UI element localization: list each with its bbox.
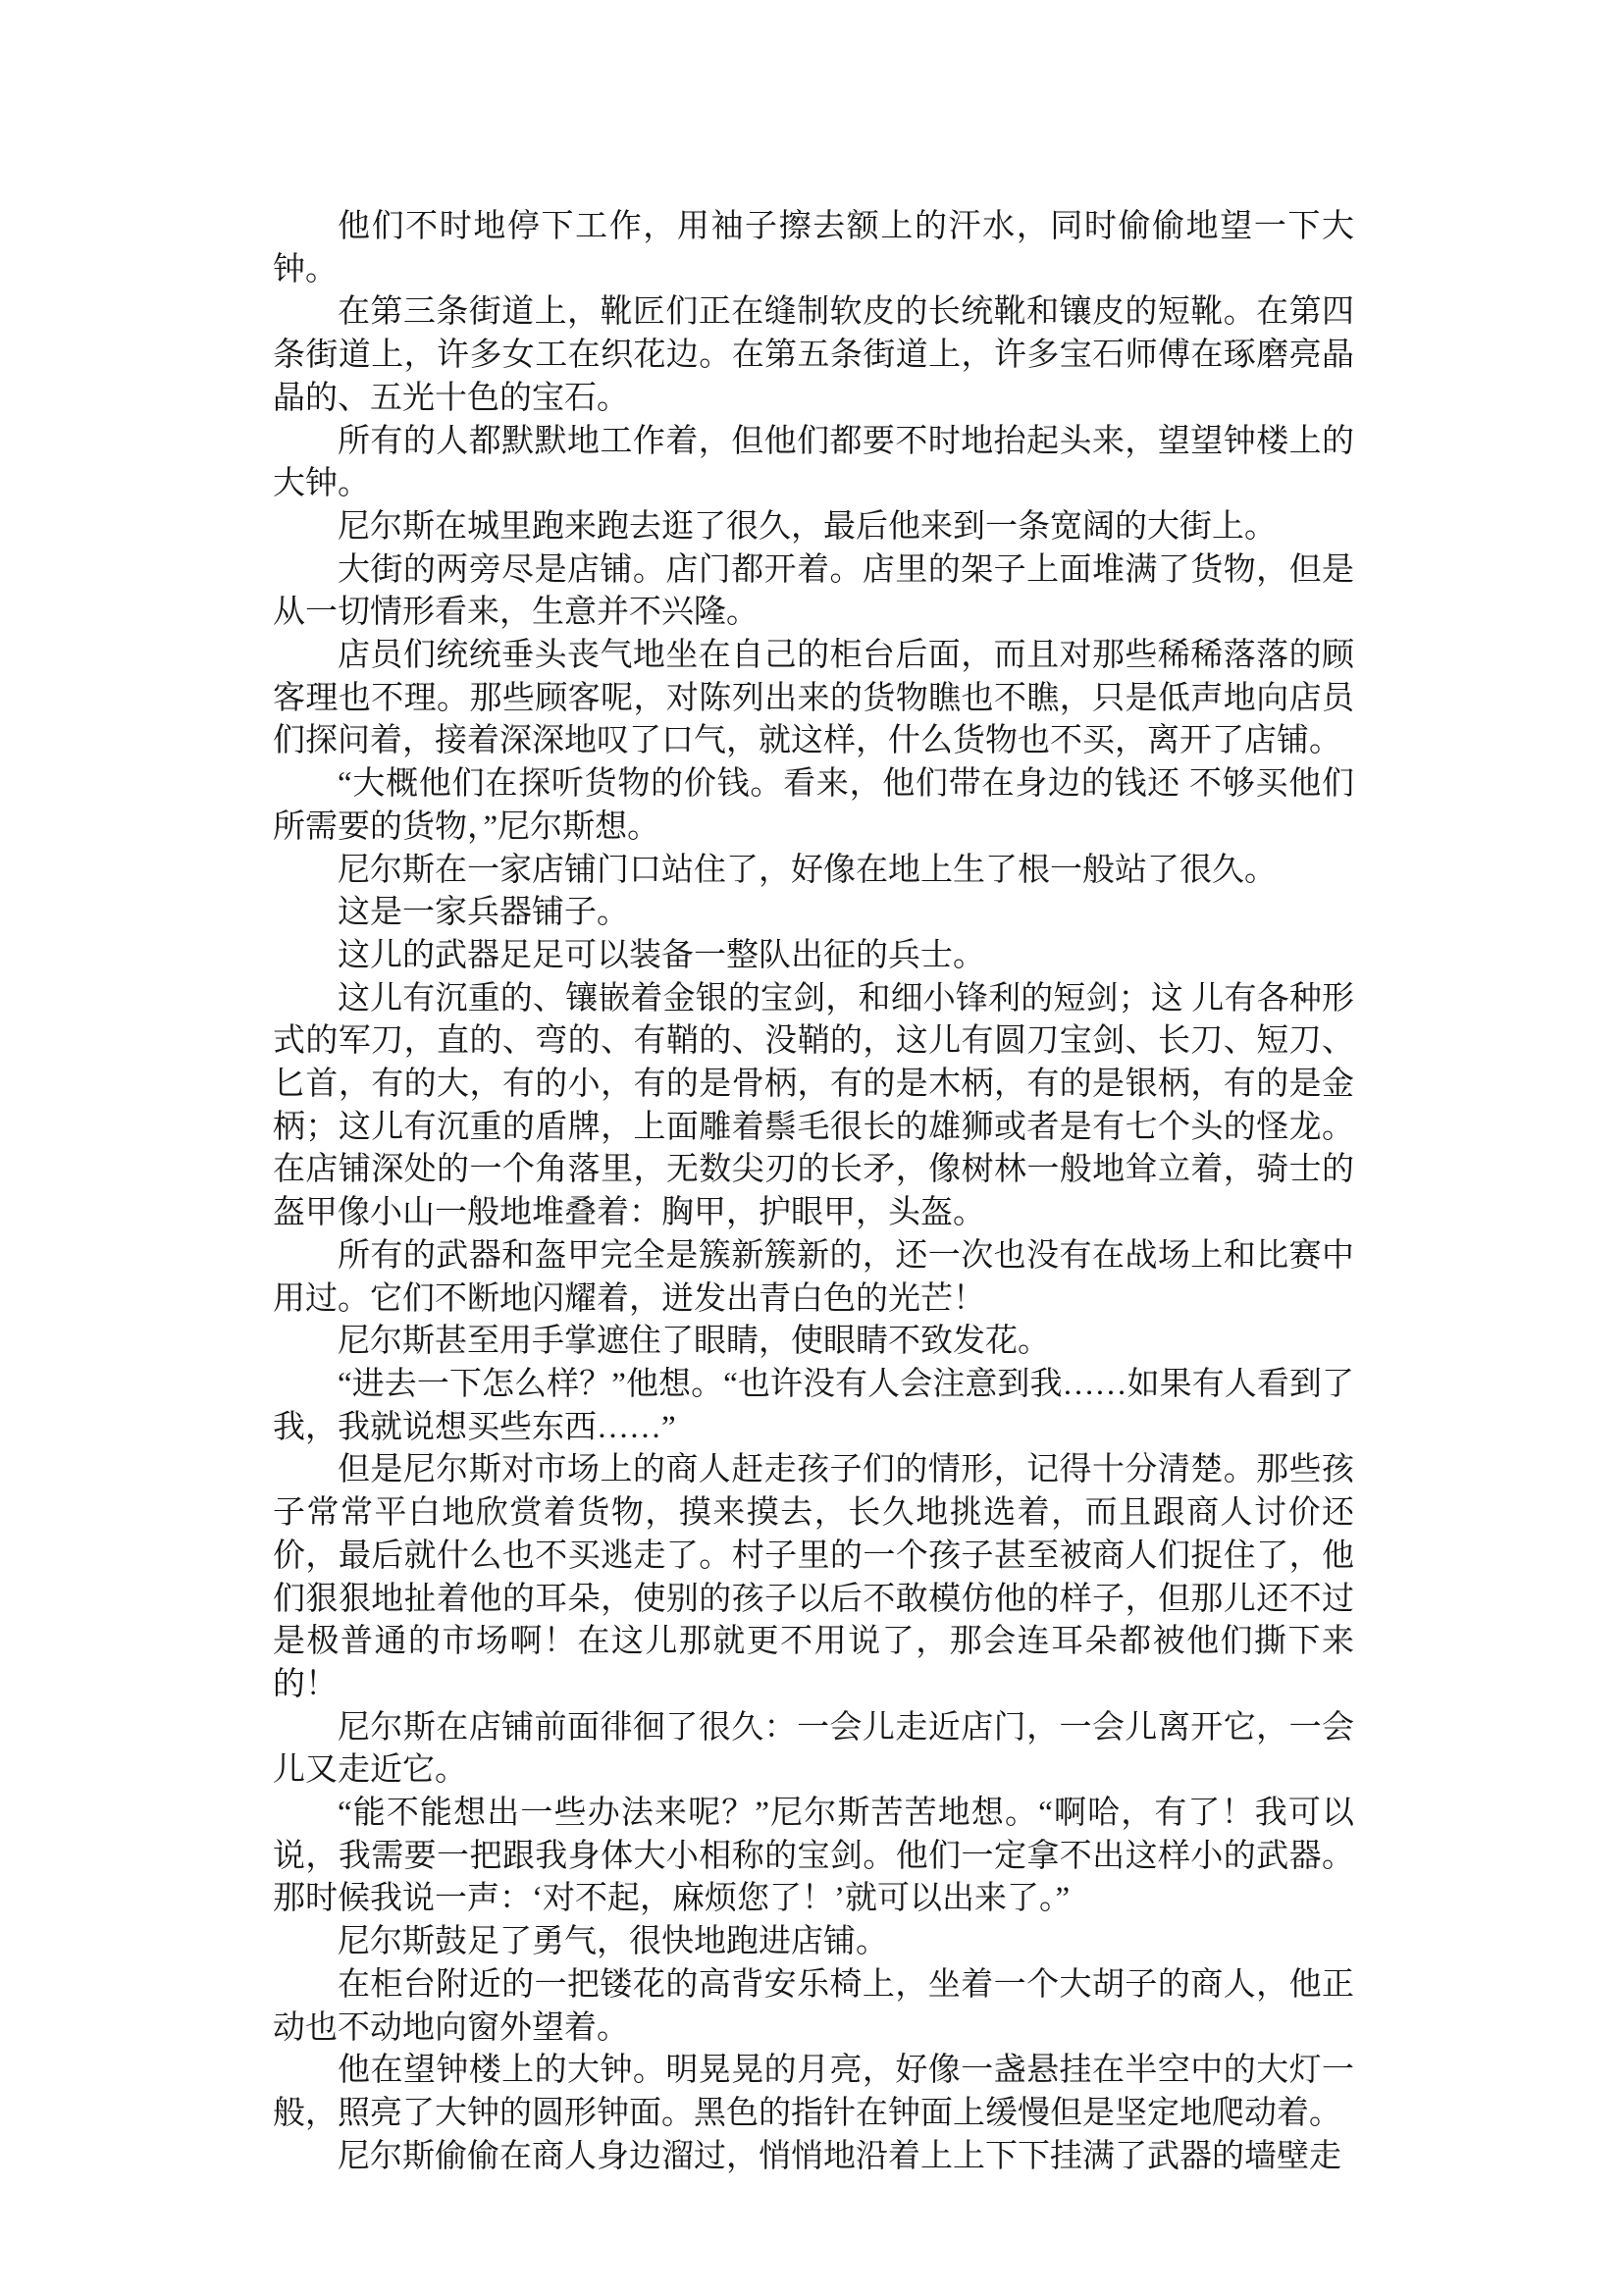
paragraph: 他们不时地停下工作，用袖子擦去额上的汗水，同时偷偷地望一下大钟。 xyxy=(273,209,1354,287)
paragraph: 所有的武器和盔甲完全是簇新簇新的，还一次也没有在战场上和比赛中用过。它们不断地闪耀着，迸发出青白色的光芒！ xyxy=(273,1237,1354,1317)
paragraph: “进去一下怎么样？”他想。“也许没有人会注意到我……如果有人看到了我，我就说想买些东西……” xyxy=(273,1366,1354,1445)
paragraph: “能不能想出一些办法来呢？”尼尔斯苦苦地想。“啊哈，有了！我可以说，我需要一把跟我身体大小相称的宝剑。他们一定拿不出这样小的武器。那时候我说一声：‘对不起，麻烦您了！’就可以出来了。” xyxy=(273,1796,1354,1917)
paragraph: 在柜台附近的一把镂花的高背安乐椅上，坐着一个大胡子的商人，他正动也不动地向窗外望着。 xyxy=(273,1966,1354,2046)
paragraph: “大概他们在探听货物的价钱。看来，他们带在身边的钱还 不够买他们所需要的货物，”尼尔斯想。 xyxy=(273,766,1354,845)
text-block xyxy=(273,206,1354,2178)
paragraph: 尼尔斯在店铺前面徘徊了很久：一会儿走近店门，一会儿离开它，一会儿又走近它。 xyxy=(273,1709,1354,1789)
paragraph: 在第三条街道上，靴匠们正在缝制软皮的长统靴和镶皮的短靴。在第四条街道上，许多女工在织花边。在第五条街道上，许多宝石师傅在琢磨亮晶晶的、五光十色的宝石。 xyxy=(273,294,1354,416)
paragraph: 店员们统统垂头丧气地坐在自己的柜台后面，而且对那些稀稀落落的顾客理也不理。那些顾客呢，对陈列出来的货物瞧也不瞧，只是低声地向店员们探问着，接着深深地叹了口气，就这样，什么货物也不买，离开了店铺。 xyxy=(273,638,1354,759)
paragraph: 尼尔斯甚至用手掌遮住了眼睛，使眼睛不致发花。 xyxy=(338,1324,1050,1360)
paragraph: 这是一家兵器铺子。 xyxy=(338,895,629,931)
paragraph: 大街的两旁尽是店铺。店门都开着。店里的架子上面堆满了货物，但是从一切情形看来，生意并不兴隆。 xyxy=(273,551,1354,631)
paragraph: 这儿有沉重的、镶嵌着金银的宝剑，和细小锋利的短剑；这 儿有各种形式的军刀，直的、弯的、有鞘的、没鞘的，这儿有圆刀宝剑、长刀、短刀、匕首，有的大，有的小，有的是骨柄，有的是木柄，有的是银柄，有的是金柄；这儿有沉重的盾牌，上面雕着鬃毛很长的雄狮或者是有七个头的怪龙。在店铺深处的一个角落里，无数尖刃的长矛，像树林一般地耸立着，骑士的盔甲像小山一般地堆叠着：胸甲，护眼甲，头盔。 xyxy=(273,980,1354,1231)
paragraph: 尼尔斯在一家店铺门口站住了，好像在地上生了根一般站了很久。 xyxy=(338,852,1277,888)
paragraph: 尼尔斯鼓足了勇气，很快地跑进店铺。 xyxy=(338,1924,888,1960)
paragraph: 他在望钟楼上的大钟。明晃晃的月亮，好像一盏悬挂在半空中的大灯一般，照亮了大钟的圆形钟面。黑色的指针在钟面上缓慢但是坚定地爬动着。 xyxy=(273,2053,1354,2131)
paragraph: 但是尼尔斯对市场上的商人赶走孩子们的情形，记得十分清楚。那些孩子常常平白地欣赏着货物，摸来摸去，长久地挑选着，而且跟商人讨价还价，最后就什么也不买逃走了。村子里的一个孩子甚至被商人们捉住了，他们狠狠地扯着他的耳朵，使别的孩子以后不敢模仿他的样子，但那儿还不过是极普通的市场啊！在这儿那就更不用说了，那会连耳朵都被他们撕下来的！ xyxy=(273,1452,1354,1702)
paragraph: 这儿的武器足足可以装备一整队出征的兵士。 xyxy=(338,937,985,973)
paragraph: 尼尔斯在城里跑来跑去逛了很久，最后他来到一条宽阔的大街上。 xyxy=(338,508,1277,545)
paragraph: 尼尔斯偷偷在商人身边溜过，悄悄地沿着上上下下挂满了武器的墙壁走 xyxy=(338,2138,1341,2174)
paragraph: 所有的人都默默地工作着，但他们都要不时地抬起头来，望望钟楼上的大钟。 xyxy=(273,423,1354,502)
